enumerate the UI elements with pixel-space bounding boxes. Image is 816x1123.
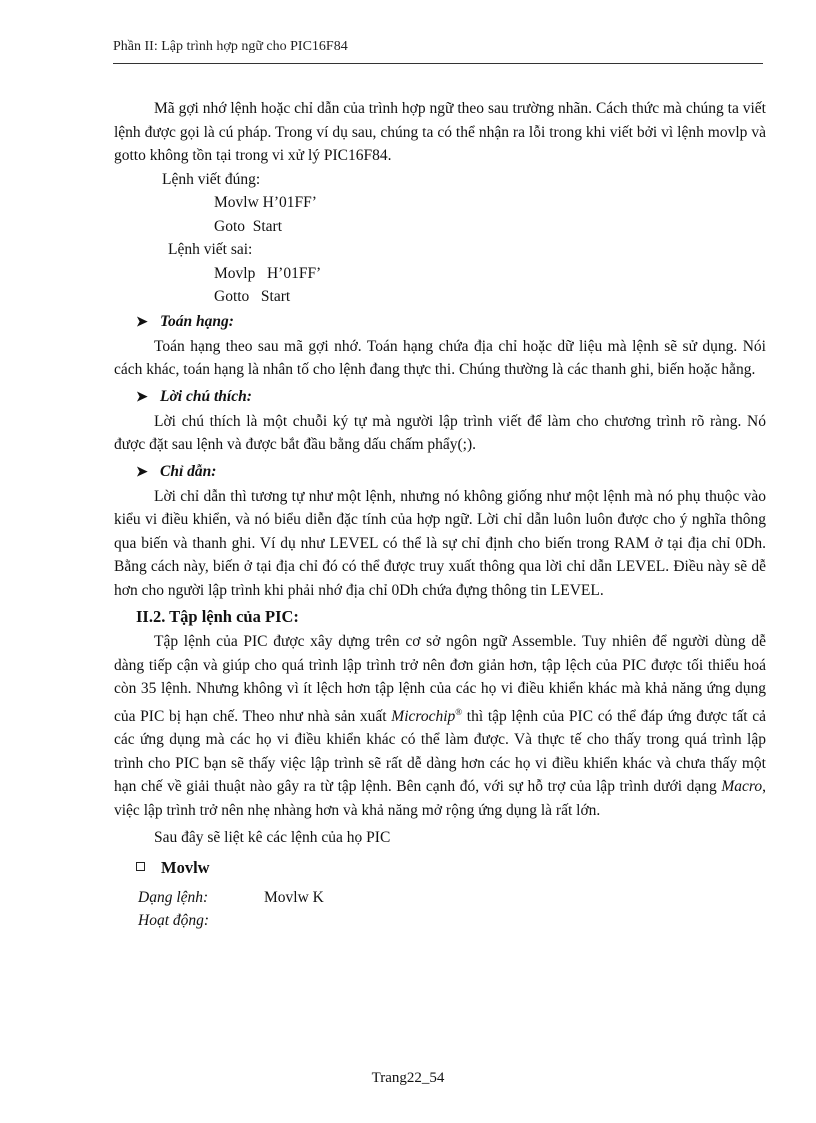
form-label: Dạng lệnh: xyxy=(138,888,209,906)
correct-code-line-1: Movlw H’01FF’ xyxy=(214,194,317,211)
page-content xyxy=(114,97,766,932)
operation-label: Hoạt động: xyxy=(138,911,210,929)
bullet-directive-title: Chỉ dẫn: xyxy=(160,462,217,480)
instruction-set-text-3: , việc lập trình trở nên nhẹ nhàng hơn và khả năng mở rộng ứng dụng là rất lớn. xyxy=(114,778,766,819)
arrow-bullet-icon: ➤ xyxy=(136,314,148,330)
square-bullet-icon xyxy=(136,862,145,871)
bullet-operand xyxy=(114,309,766,335)
instruction-set-paragraph xyxy=(114,630,766,822)
operand-paragraph: Toán hạng theo sau mã gợi nhớ. Toán hạng chứa địa chỉ hoặc dữ liệu mà lệnh sẽ sử dụng. Nói cách khác, toán hạng là nhân tố cho lệnh đang thực thi. Chúng thường là các thanh ghi, biến hoặc hằng. xyxy=(114,337,766,378)
arrow-bullet-icon: ➤ xyxy=(136,389,148,405)
instruction-item-title: Movlw xyxy=(161,857,210,877)
wrong-label: Lệnh viết sai: xyxy=(168,241,253,258)
instruction-set-text-1: Tập lệnh của PIC được xây dựng trên cơ sở ngôn ngữ Assemble. Tuy nhiên để người dùng dễ dàng tiếp cận và giúp cho quá trình lập trình trở nên đơn giản hơn, tập lệch của PIC được tối thiểu hoá còn 35 lệnh. Nhưng không vì ít lệch hơn tập lệnh của các họ vi điều khiển khác mà khả năng ứng dụng của PIC bị hạn chế. Theo như nhà sản xuất xyxy=(114,633,766,725)
arrow-bullet-icon: ➤ xyxy=(136,464,148,480)
macro-term: Macro xyxy=(721,778,763,796)
form-row xyxy=(114,886,766,909)
operation-row xyxy=(114,909,766,932)
intro-paragraph: Mã gợi nhớ lệnh hoặc chỉ dẫn của trình hợp ngữ theo sau trường nhãn. Cách thức mà chúng ta viết lệnh được gọi là cú pháp. Trong ví dụ sau, chúng ta có thể nhận ra lỗi trong khi viết bởi vì lệnh movlp và gotto không tồn tại trong vi xử lý PIC16F84. xyxy=(114,100,766,164)
bullet-comment-title: Lời chú thích: xyxy=(160,387,252,405)
comment-paragraph: Lời chú thích là một chuỗi ký tự mà người lập trình viết để làm cho chương trình rõ ràng. Nó được đặt sau lệnh và được bắt đầu bằng dấu chấm phẩy(;). xyxy=(114,412,766,453)
instruction-set-text-2: thì tập lệnh của PIC có thể đáp ứng được tất cả các ứng dụng mà các họ vi điều khiển khác có thể làm được. Và thực tế cho thấy trong quá trình lập trình cho PIC bạn sẽ thấy việc lập trình sẽ rất dễ dàng hơn các họ vi điều khiển khác và chưa thấy một hạn chế về giải thuật nào gây ra từ tập lệnh. Bên cạnh đó, với sự hỗ trợ của lập trình dưới dạng xyxy=(114,707,767,796)
header-divider xyxy=(113,63,763,64)
wrong-code-line-2: Gotto Start xyxy=(214,288,291,305)
instruction-item-movlw xyxy=(114,854,766,882)
directive-paragraph: Lời chỉ dẫn thì tương tự như một lệnh, nhưng nó không giống như một lệnh mà nó phụ thuộc vào kiểu vi điều khiển, và nó biểu diễn đặc tính của hợp ngữ. Lời chỉ dẫn luôn luôn được cho ý nghĩa thông qua biến và thanh ghi. Ví dụ như LEVEL có thể là sự chỉ định cho biến trong RAM ở tại địa chỉ 0Dh. Bằng cách này, biến ở tại địa chỉ đó có thể được truy xuất thông qua lời chỉ dẫn LEVEL. Điều này sẽ dễ hơn cho người lập trình khi phải nhớ địa chỉ 0Dh chứa đựng thông tin LEVEL. xyxy=(114,487,766,599)
form-value: Movlw K xyxy=(264,888,324,906)
registered-mark: ® xyxy=(455,706,463,717)
bullet-comment xyxy=(114,384,766,410)
list-intro: Sau đây sẽ liệt kê các lệnh của họ PIC xyxy=(154,829,391,847)
correct-label: Lệnh viết đúng: xyxy=(162,170,261,188)
page-number: Trang22_54 xyxy=(371,1070,445,1086)
bullet-directive xyxy=(114,459,766,485)
page-header: Phần II: Lập trình hợp ngữ cho PIC16F84 xyxy=(113,39,348,54)
section-heading: II.2. Tập lệnh của PIC: xyxy=(136,607,299,626)
bullet-operand-title: Toán hạng: xyxy=(160,312,234,330)
microchip-brand: Microchip xyxy=(391,707,456,725)
wrong-code-line-1: Movlp H’01FF’ xyxy=(214,264,322,282)
correct-code-line-2: Goto Start xyxy=(214,217,283,235)
